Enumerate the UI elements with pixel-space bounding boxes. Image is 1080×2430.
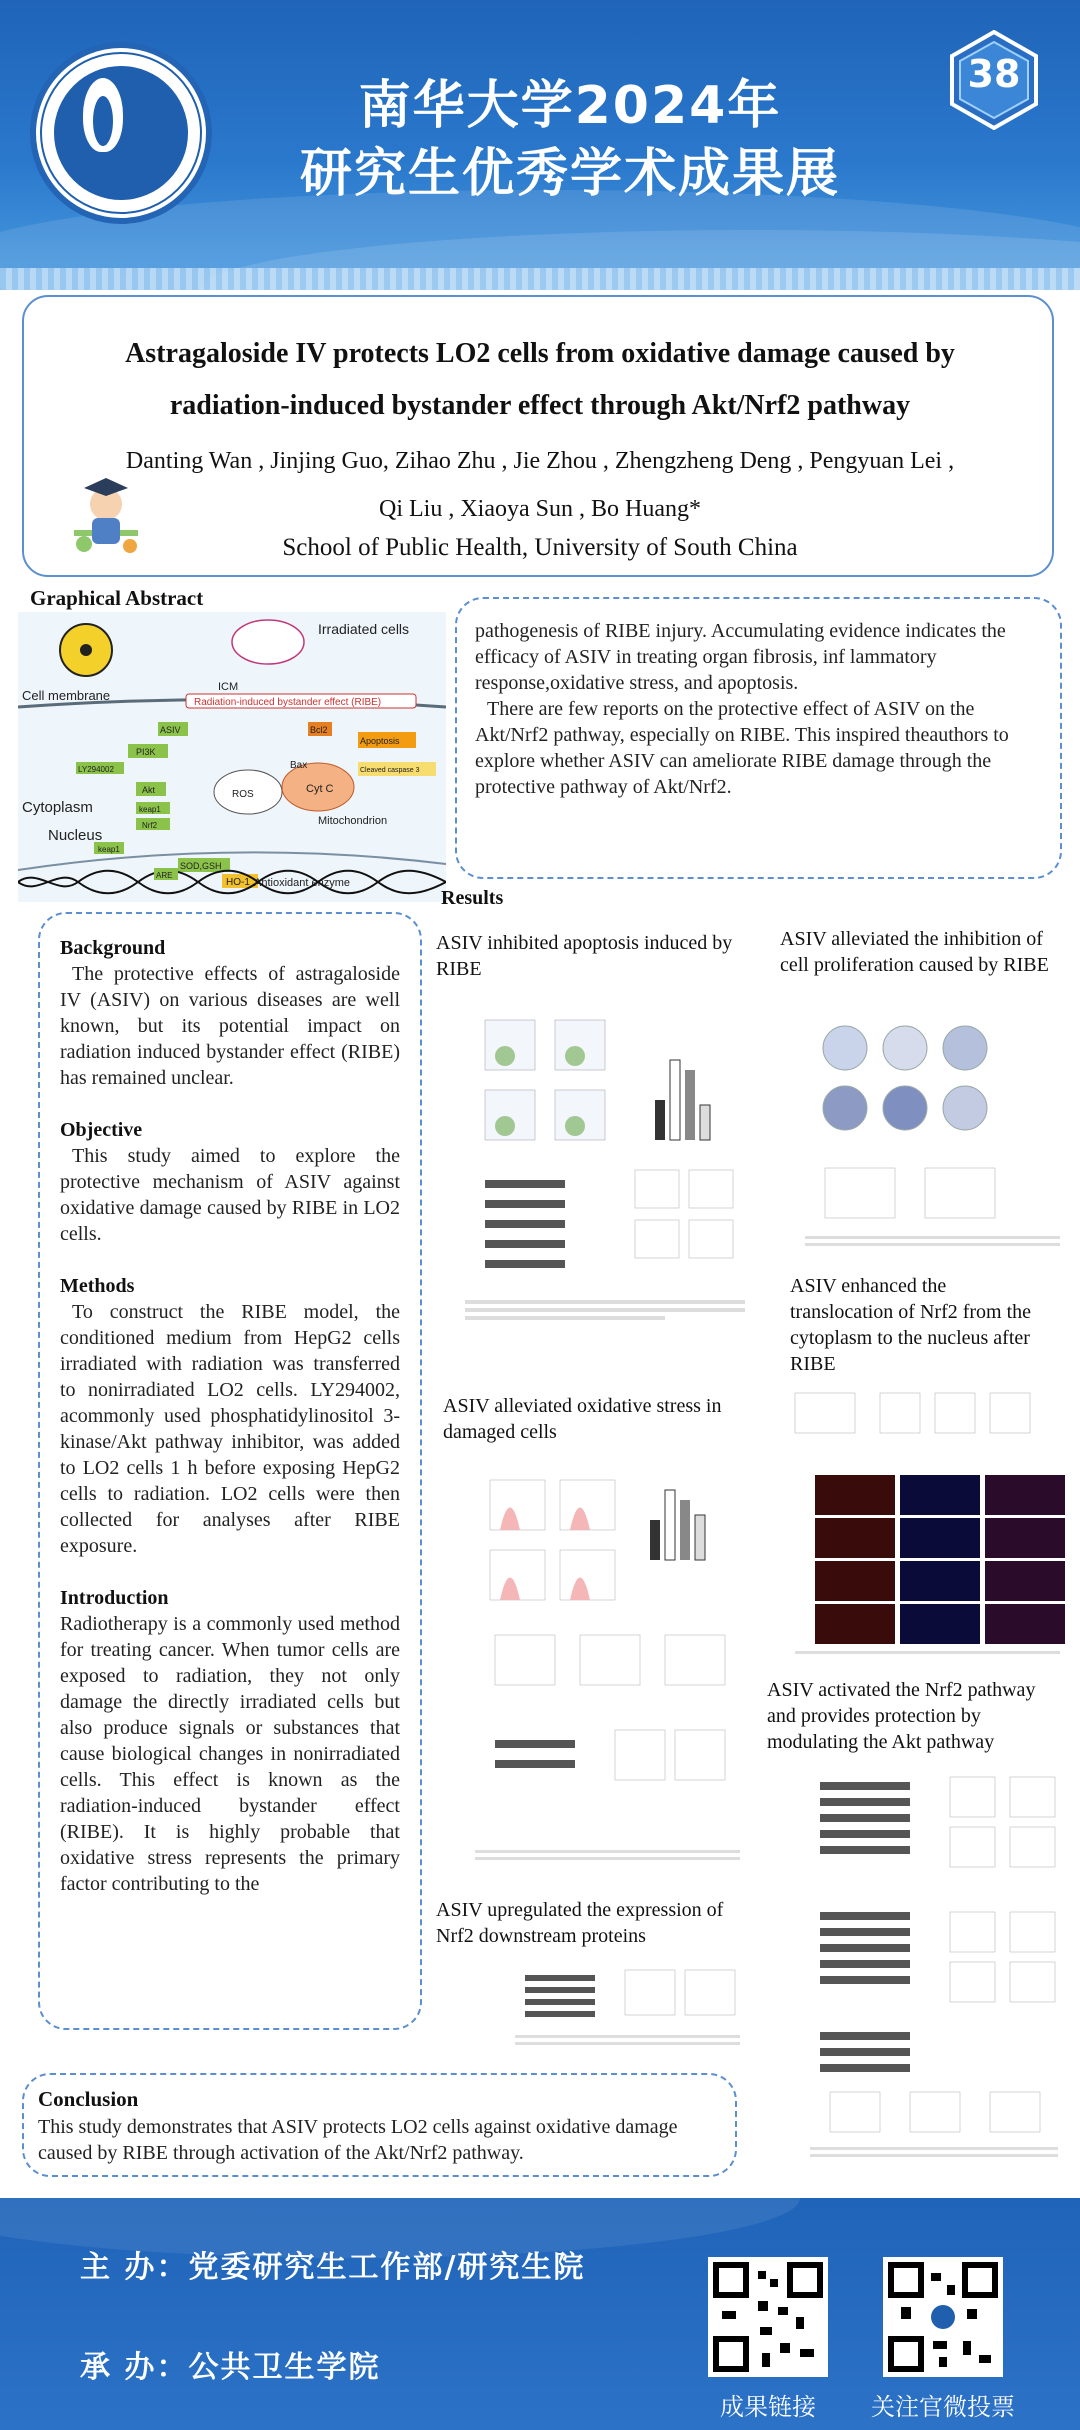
fig6-title: ASIV upregulated the expression of Nrf2 downstream proteins: [436, 1899, 724, 1947]
svg-text:keap1: keap1: [139, 805, 161, 814]
background-text: The protective effects of astragaloside IV (ASIV) on various diseases are well known, but its potential impact on radiation induced bystander effect (RIBE) has remained unclear.: [60, 963, 400, 1089]
author-list: [40, 437, 1040, 533]
svg-text:ROS: ROS: [232, 789, 254, 800]
ga-irradiated-cells: Irradiated cells: [318, 621, 410, 637]
svg-text:Bax: Bax: [290, 760, 308, 771]
svg-text:keap1: keap1: [98, 845, 120, 854]
paper-title: [40, 328, 1040, 432]
svg-text:Nrf2: Nrf2: [142, 821, 158, 830]
svg-text:LY294002: LY294002: [78, 765, 114, 774]
svg-text:Akt: Akt: [142, 785, 156, 795]
fig5-title: ASIV activated the Nrf2 pathway and provides protection by modulating the Akt pathway: [767, 1679, 1036, 1753]
paper-title-line1: Astragaloside IV protects LO2 cells from oxidative damage caused by: [125, 338, 955, 369]
background-heading: Background: [60, 937, 166, 959]
svg-text:Cleaved caspase 3: Cleaved caspase 3: [360, 767, 420, 774]
fig4-oxidative-stress-figure: [465, 1460, 750, 1878]
achievement-link-label: 成果链接: [720, 2393, 816, 2421]
fig6-downstream-proteins-figure: [505, 1955, 750, 2055]
introduction-heading: Introduction: [60, 1587, 169, 1609]
exhibition-title-line1: 南华大学2024年: [358, 76, 782, 136]
affiliation: School of Public Health, University of South China: [282, 534, 798, 561]
methods-heading: Methods: [60, 1275, 135, 1297]
fig2-title: ASIV alleviated the inhibition of cell proliferation caused by RIBE: [780, 928, 1049, 976]
svg-text:Nucleus: Nucleus: [48, 827, 103, 844]
exhibition-title: [250, 72, 890, 208]
graduate-mascot-icon: [70, 468, 142, 558]
fig5-akt-nrf2-pathway-figure: [800, 1762, 1068, 2172]
fig3-nrf2-translocation-figure: [785, 1383, 1070, 1663]
svg-text:ICM: ICM: [218, 681, 239, 693]
conclusion-heading: Conclusion: [38, 2087, 139, 2111]
achievement-link-qr-icon[interactable]: [708, 2257, 828, 2377]
svg-text:Radiation-induced bystander ef: Radiation-induced bystander effect (RIBE): [194, 697, 382, 708]
paper-title-line2: radiation-induced bystander effect through Akt/Nrf2 pathway: [169, 390, 911, 421]
official-account-vote-label: 关注官微投票: [871, 2393, 1015, 2421]
intro-continued-para2: There are few reports on the protective effect of ASIV on the Akt/Nrf2 pathway, especially on RIBE. This inspired theauthors to explore whether ASIV can ameliorate RIBE damage through the protective pathway of Akt/Nrf2.: [475, 698, 1009, 798]
intro-continued: [475, 618, 1043, 800]
results-heading: Results: [441, 887, 504, 909]
objective-text: This study aimed to explore the protective mechanism of ASIV against oxidative damage caused by RIBE in LO2 cells.: [60, 1145, 400, 1245]
svg-text:Apoptosis: Apoptosis: [360, 736, 400, 746]
authors-line1: Danting Wan , Jinjing Guo, Zihao Zhu , Jie Zhou , Zhengzheng Deng , Pengyuan Lei ,: [125, 448, 955, 474]
svg-text:PI3K: PI3K: [136, 747, 156, 757]
intro-continued-para1: pathogenesis of RIBE injury. Accumulating evidence indicates the efficacy of ASIV in treating organ fibrosis, inf lammatory response,oxidative stress, and apoptosis.: [475, 620, 1006, 694]
svg-text:Bcl2: Bcl2: [310, 725, 328, 735]
university-logo: [30, 42, 212, 224]
host-organization: 主 办：党委研究生工作部/研究生院: [80, 2250, 586, 2285]
poster-number: 38: [967, 52, 1021, 96]
svg-text:Cell membrane: Cell membrane: [22, 688, 111, 703]
graphical-abstract-figure: [18, 612, 446, 902]
svg-text:Cyt C: Cyt C: [306, 783, 334, 795]
svg-text:ARE: ARE: [156, 871, 173, 880]
svg-text:ASIV: ASIV: [160, 725, 181, 735]
introduction-text: Radiotherapy is a commonly used method for treating cancer. When tumor cells are exposed to radiation, they not only damage the directly irradiated cells but also produce signals or substances that cause biological changes in nonirradiated cells. This effect is known as the radiation-induced bystander effect (RIBE). It is highly probable that oxidative stress represents the primary factor contributing to the: [60, 1613, 400, 1895]
methods-text: To construct the RIBE model, the conditioned medium from HepG2 cells irradiated with radiation was transferred to nonirradiated LO2 cells. LY294002, acommonly used phosphatidylinositol 3-kinase/Akt pathway inhibitor, was added to LO2 cells 1 h before exposing HepG2 cells to radiation. LO2 cells were then collected for analyses after RIBE exposure.: [60, 1301, 400, 1557]
fig2-proliferation-figure: [795, 1008, 1070, 1258]
svg-text:HO-1: HO-1: [226, 877, 250, 888]
left-column: [60, 935, 400, 1923]
organizer: 承 办：公共卫生学院: [80, 2350, 381, 2385]
fig4-title: ASIV alleviated oxidative stress in damaged cells: [443, 1395, 722, 1443]
fig1-apoptosis-figure: [455, 1000, 755, 1330]
objective-heading: Objective: [60, 1119, 143, 1141]
svg-text:Mitochondrion: Mitochondrion: [318, 815, 388, 827]
fig3-title: ASIV enhanced the translocation of Nrf2 from the cytoplasm to the nucleus after RIBE: [790, 1275, 1032, 1375]
svg-text:Antioxidant enzyme: Antioxidant enzyme: [254, 877, 350, 889]
authors-line2: Qi Liu , Xiaoya Sun , Bo Huang*: [379, 496, 701, 522]
official-account-vote-qr-icon[interactable]: [883, 2257, 1003, 2377]
svg-text:SOD,GSH: SOD,GSH: [180, 861, 222, 871]
exhibition-title-line2: 研究生优秀学术成果展: [299, 144, 840, 204]
conclusion-text: This study demonstrates that ASIV protects LO2 cells against oxidative damage caused by RIBE through activation of the Akt/Nrf2 pathway.: [38, 2116, 678, 2164]
fig1-title: ASIV inhibited apoptosis induced by RIBE: [436, 932, 733, 980]
graphical-abstract-heading: Graphical Abstract: [30, 586, 204, 610]
svg-text:Cytoplasm: Cytoplasm: [22, 799, 93, 816]
